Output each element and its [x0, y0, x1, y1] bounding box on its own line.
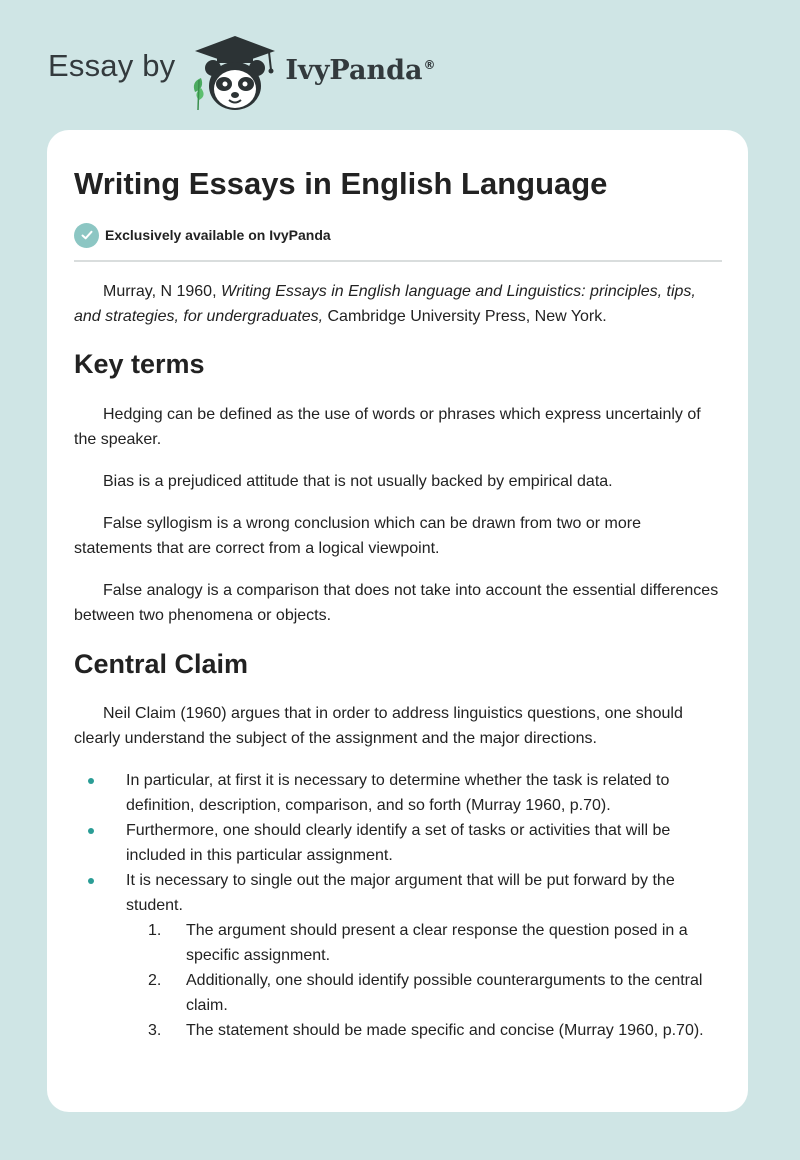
brand-header — [48, 34, 435, 114]
essay-card — [47, 130, 748, 1112]
central-claim-intro: Neil Claim (1960) argues that in order to address linguistics questions, one should clearly understand the subject of the assignment and the major directions. — [74, 705, 683, 747]
central-claim-bullet-list — [74, 768, 722, 1043]
key-term-paragraph: Bias is a prejudiced attitude that is not usually backed by empirical data. — [103, 473, 613, 490]
ivypanda-logo-icon — [189, 34, 281, 114]
reference-paragraph: Murray, N 1960, Writing Essays in English language and Linguistics: principles, tips, and strategies, for undergraduates, Cambridge University Press, New York. — [74, 283, 696, 325]
list-item: In particular, at first it is necessary to determine whether the task is related to definition, description, comparison, and so forth (Murray 1960, p.70). — [74, 768, 722, 818]
badge-label: Exclusively available on IvyPanda — [105, 227, 331, 243]
bullet-dot-icon — [88, 828, 94, 834]
page-title: Writing Essays in English Language — [74, 166, 608, 201]
bullet-dot-icon — [88, 878, 94, 884]
key-term-paragraph: False syllogism is a wrong conclusion which can be drawn from two or more statements that are correct from a logical viewpoint. — [74, 515, 641, 557]
numbered-item: 3. The statement should be made specific and concise (Murray 1960, p.70). — [148, 1022, 704, 1039]
key-term-paragraph: Hedging can be defined as the use of words or phrases which express uncertainly of the speaker. — [74, 406, 701, 448]
bullet-dot-icon — [88, 778, 94, 784]
brand-prefix: Essay by — [48, 48, 176, 83]
numbered-sub-list — [126, 918, 722, 1043]
check-icon — [74, 223, 99, 248]
numbered-item: 1. The argument should present a clear response the question posed in a specific assignment. — [148, 922, 688, 964]
reference-book-title: Writing Essays in English language and Linguistics: principles, tips, and strategies, for undergraduates, — [74, 283, 696, 325]
list-item: Furthermore, one should clearly identify a set of tasks or activities that will be included in this particular assignment. — [74, 818, 722, 868]
key-term-paragraph: False analogy is a comparison that does not take into account the essential differences between two phenomena or objects. — [74, 582, 719, 624]
numbered-item: 2. Additionally, one should identify possible counterarguments to the central claim. — [148, 972, 703, 1014]
list-item: It is necessary to single out the major argument that will be put forward by the student. 1. The argument should present a clear response the question posed in a specific assignment. 2. Additionally, one should identify possible counterarguments to the central claim. 3. The statement should be made specific and concise (Murray 1960, p.70). — [74, 868, 722, 1043]
exclusive-badge — [74, 222, 722, 248]
section-heading-key-terms: Key terms — [74, 349, 205, 379]
brand-name: IvyPanda® — [285, 54, 436, 86]
title-divider — [74, 260, 722, 262]
section-heading-central-claim: Central Claim — [74, 649, 249, 679]
